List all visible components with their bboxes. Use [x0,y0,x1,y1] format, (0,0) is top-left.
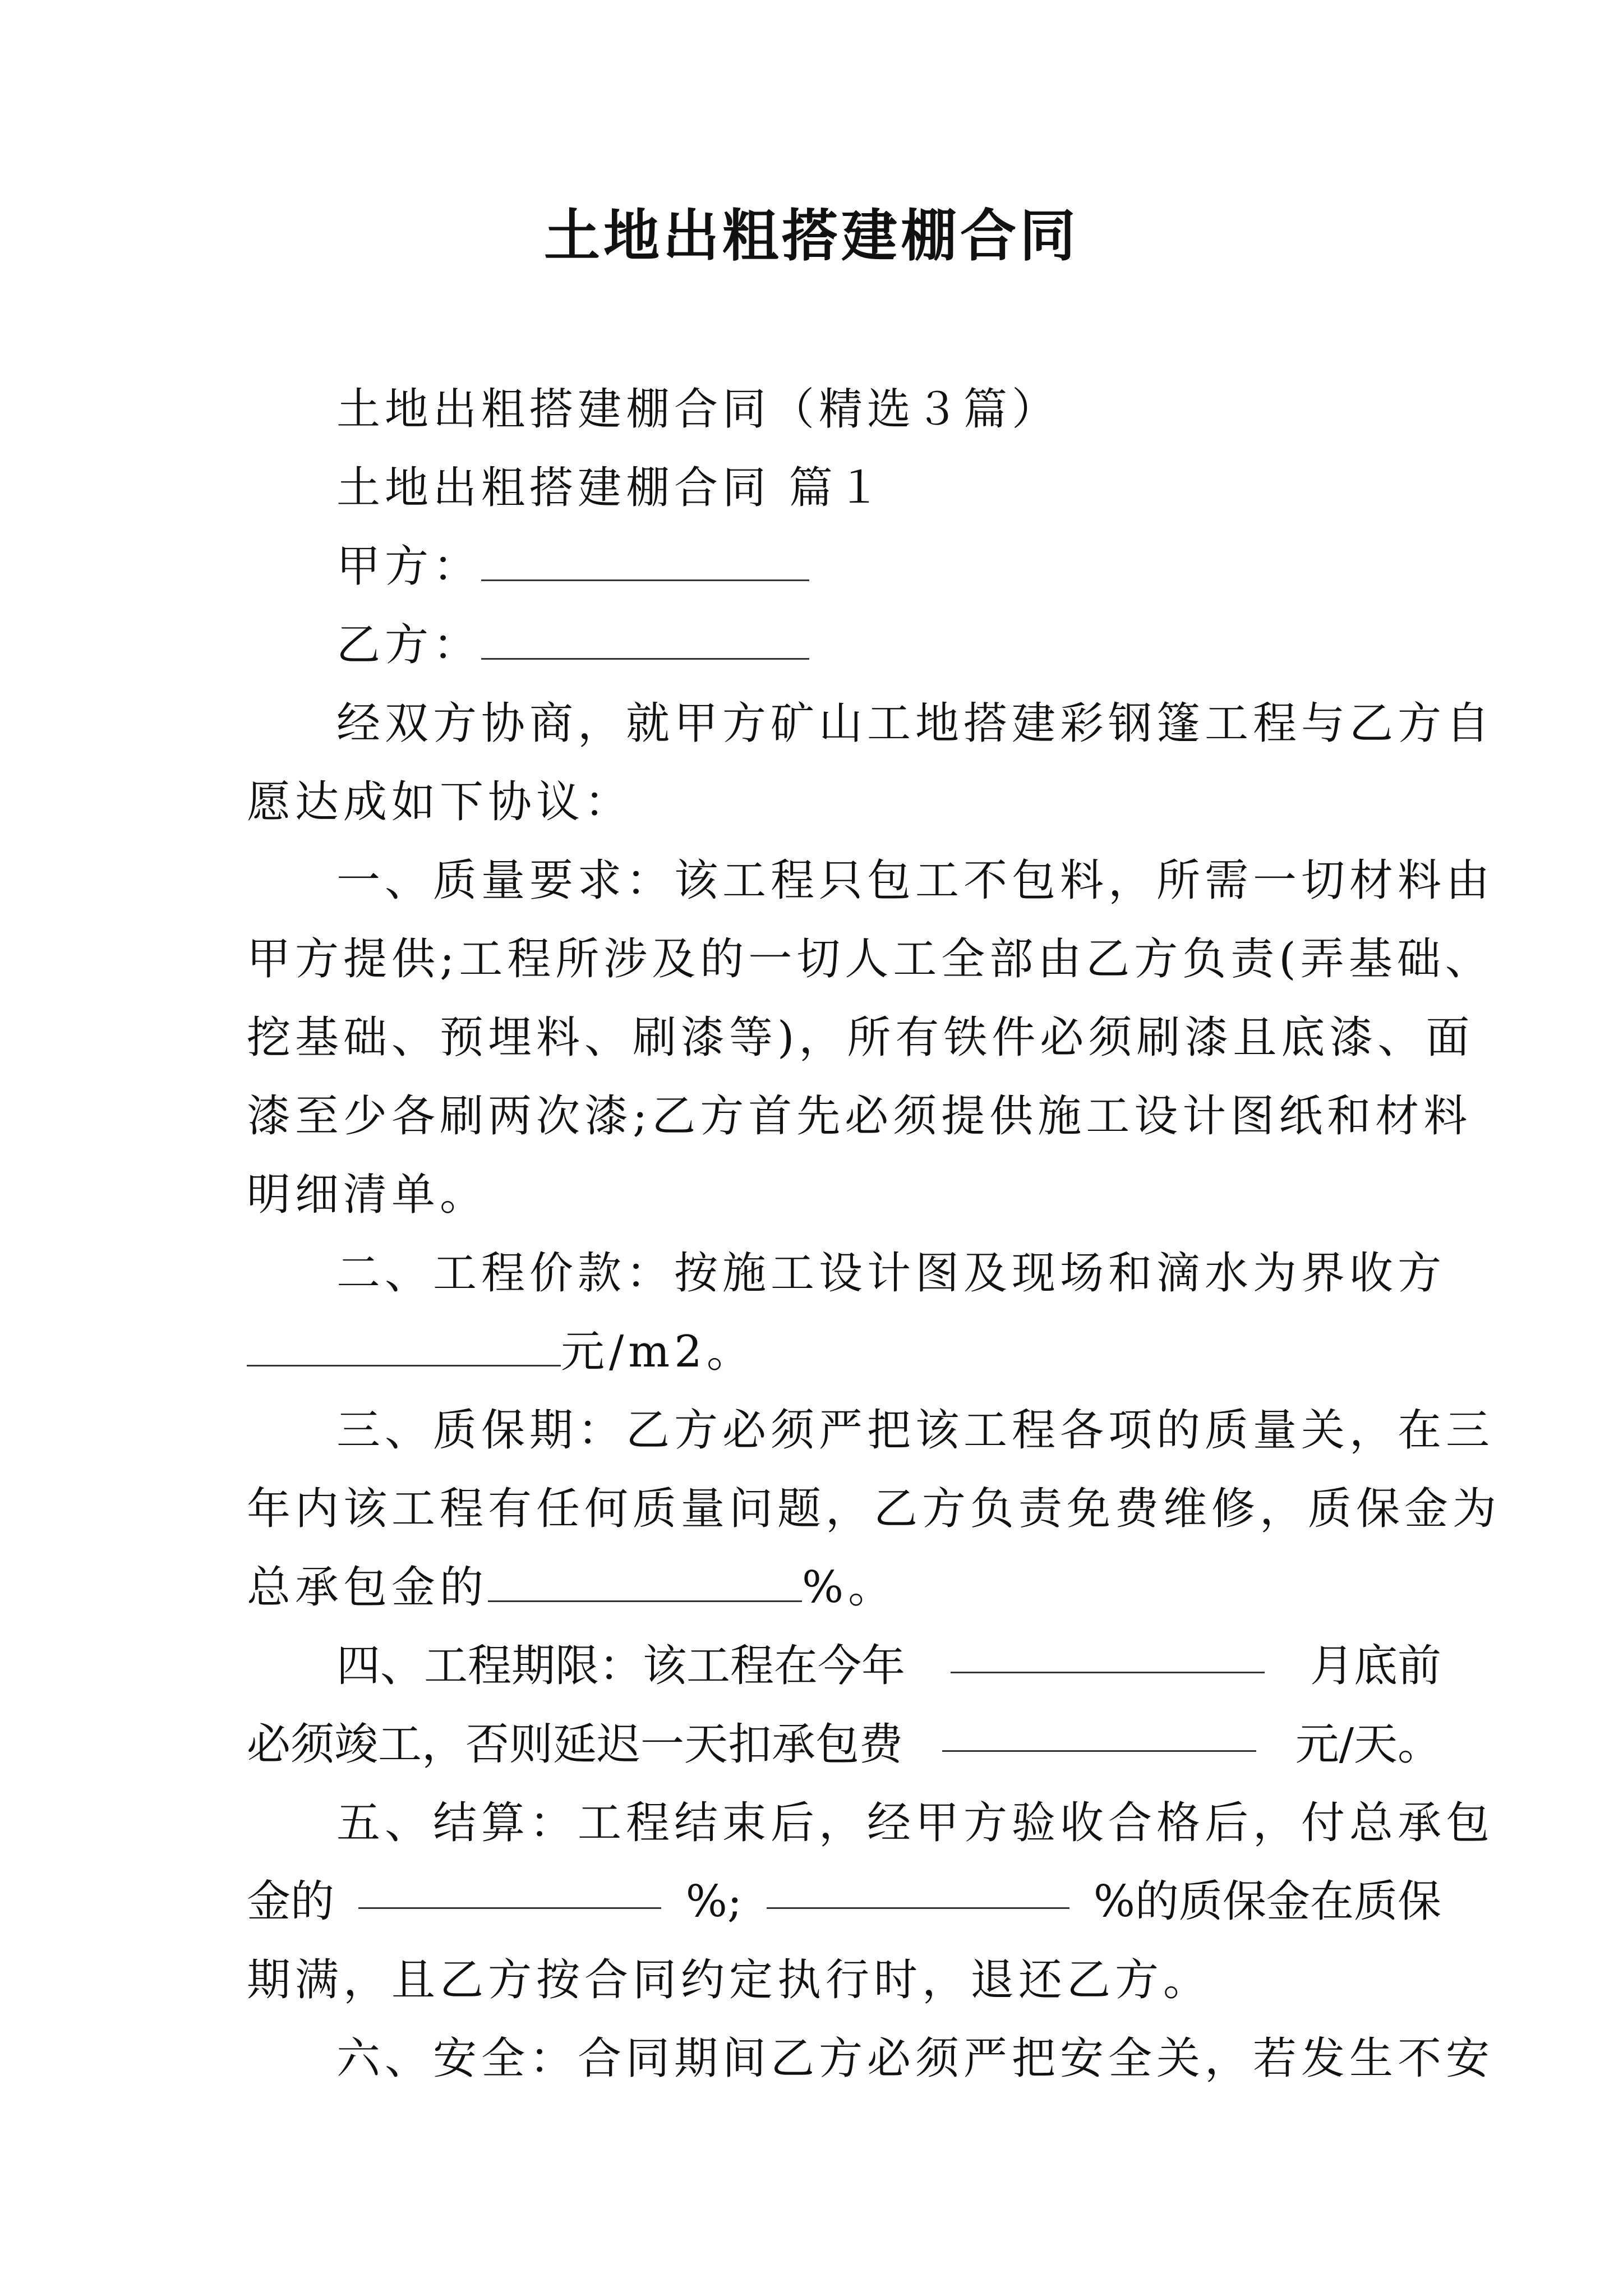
clause-5-line-3: 期满，且乙方按合同约定执行时，退还乙方。 [247,1955,1212,2005]
party-b-line [336,606,1441,684]
clause-3-line-2: 年内该工程有任何质量问题，乙方负责免费维修，质保金为 [247,1484,1501,1534]
clause-2-line-1: 二、工程价款：按施工设计图及现场和滴水为界收方 [336,1248,1446,1299]
clause-4-line-1 [336,1627,1441,1705]
party-a-line [336,527,1441,606]
clause-3-line-1: 三、质保期：乙方必须严把该工程各项的质量关，在三 [336,1405,1495,1456]
party-a-blank [481,535,809,581]
party-b-blank [481,613,809,660]
clause-4-line-2-prefix: 必须竣工，否则延迟一天扣承包费 [247,1719,903,1770]
clause-5-mid: %; [685,1876,743,1927]
clause-2-line-2 [247,1313,1441,1391]
clause-5-suffix: %的质保金在质保 [1093,1876,1441,1927]
clause-5-line-1: 五、结算：工程结束后，经甲方验收合格后，付总承包 [336,1798,1495,1848]
clause-1-line-2: 甲方提供;工程所涉及的一切人工全部由乙方负责(弄基础、 [247,934,1493,984]
clause-5-line-2 [247,1862,1441,1941]
daily-penalty-blank [942,1705,1256,1752]
unit-price-blank [247,1320,561,1366]
document-subtitle: 土地出粗搭建棚合同（精选３篇） [336,384,1061,435]
intro-line-1: 经双方协商，就甲方矿山工地搭建彩钢篷工程与乙方自 [336,698,1495,749]
clause-5-prefix: 金的 [247,1876,335,1927]
clause-3-line-3 [247,1548,1441,1627]
intro-line-2: 愿达成如下协议： [247,777,633,827]
party-a-label: 甲方： [336,541,482,592]
retention-percent-blank [767,1862,1069,1909]
clause-3-suffix: %。 [802,1562,897,1613]
clause-1-line-4: 漆至少各刷两次漆;乙方首先必须提供施工设计图纸和材料 [247,1091,1472,1142]
clause-4-line-2-suffix: 元/天。 [1295,1719,1441,1770]
part-heading: 土地出粗搭建棚合同 篇１ [336,463,886,513]
clause-4-prefix: 四、工程期限：该工程在今年 [336,1641,906,1691]
clause-3-prefix: 总承包金的 [247,1562,488,1613]
payment-percent-blank [358,1862,661,1909]
warranty-percent-blank [488,1556,802,1602]
clause-4-suffix: 月底前 [1310,1641,1441,1691]
clause-2-unit: 元/m2。 [561,1327,755,1377]
party-b-label: 乙方： [336,620,482,670]
clause-6-line-1: 六、安全：合同期间乙方必须严把安全关，若发生不安 [336,2033,1495,2084]
clause-1-line-5: 明细清单。 [247,1170,488,1220]
clause-1-line-1: 一、质量要求：该工程只包工不包料，所需一切材料由 [336,855,1495,906]
deadline-month-blank [951,1627,1265,1673]
clause-1-line-3: 挖基础、预埋料、刷漆等)，所有铁件必须刷漆且底漆、面 [247,1013,1474,1063]
document-title: 土地出粗搭建棚合同 [544,203,1079,269]
clause-4-line-2 [247,1705,1441,1784]
